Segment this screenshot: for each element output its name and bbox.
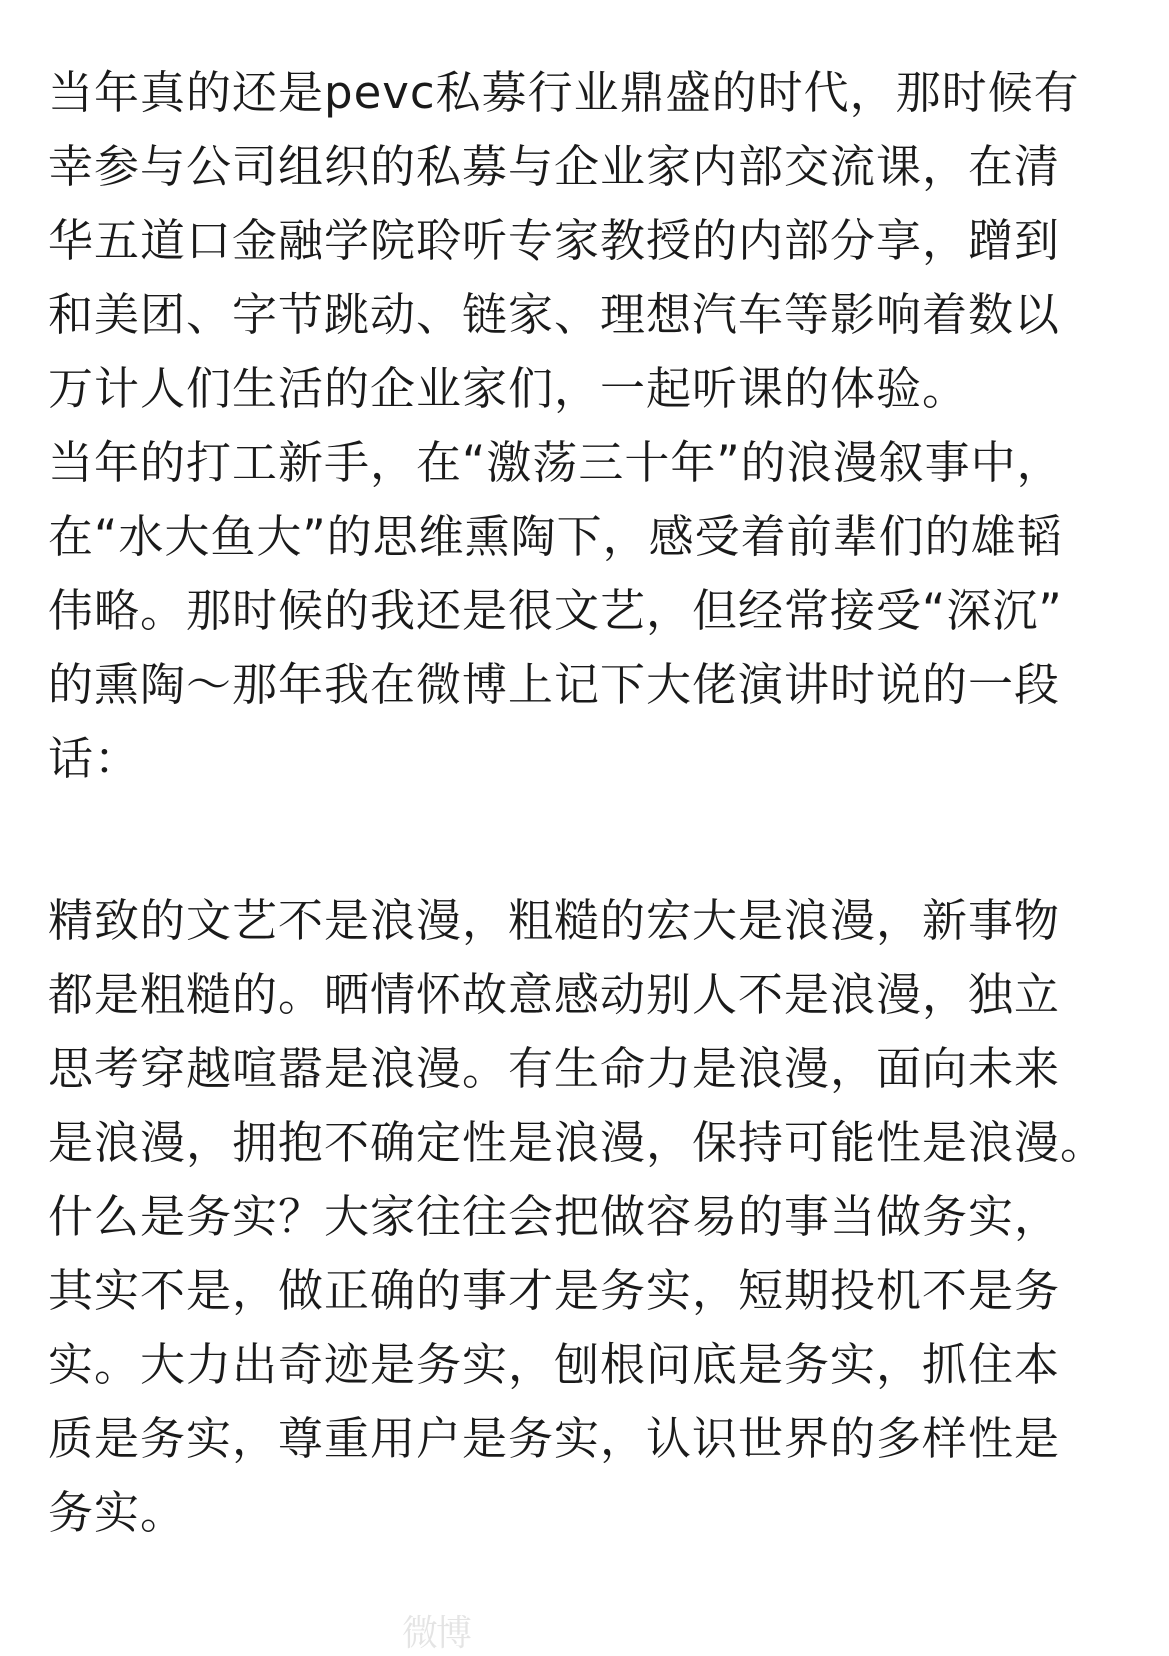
text-line: 在“水大鱼大”的思维熏陶下，感受着前辈们的雄韬	[48, 510, 1063, 563]
text-line: 都是粗糙的。晒情怀故意感动别人不是浪漫，独立	[48, 968, 1061, 1021]
text-line: 是浪漫，拥抱不确定性是浪漫，保持可能性是浪漫。	[48, 1116, 1107, 1169]
text-line: 其实不是，做正确的事才是务实，短期投机不是务	[48, 1264, 1061, 1317]
article-body	[48, 56, 1128, 1550]
text-line: 当年的打工新手，在“激荡三十年”的浪漫叙事中，	[48, 436, 1063, 489]
text-line: 实。大力出奇迹是务实，刨根问底是务实，抓住本	[48, 1338, 1061, 1391]
text-line: 和美团、字节跳动、链家、理想汽车等影响着数以	[48, 288, 1061, 341]
text-line: 幸参与公司组织的私募与企业家内部交流课，在清	[48, 140, 1061, 193]
text-line: 伟略。那时候的我还是很文艺，但经常接受“深沉”	[48, 584, 1063, 637]
paragraph-1	[48, 56, 1128, 426]
text-line: 质是务实，尊重用户是务实，认识世界的多样性是	[48, 1412, 1061, 1465]
text-line: 思考穿越喧嚣是浪漫。有生命力是浪漫，面向未来	[48, 1042, 1061, 1095]
text-line: 务实。	[48, 1486, 187, 1539]
text-line: 华五道口金融学院聆听专家教授的内部分享，蹭到	[48, 214, 1061, 267]
paragraph-spacer	[48, 796, 1128, 884]
watermark: 微博	[402, 1613, 471, 1654]
text-line: 话：	[48, 732, 141, 785]
text-line: 当年真的还是pevc私募行业鼎盛的时代，那时候有	[48, 66, 1080, 119]
text-line: 万计人们生活的企业家们，一起听课的体验。	[48, 362, 969, 415]
text-line: 精致的文艺不是浪漫，粗糙的宏大是浪漫，新事物	[48, 894, 1061, 947]
paragraph-2	[48, 426, 1128, 796]
text-line: 的熏陶～那年我在微博上记下大佬演讲时说的一段	[48, 658, 1061, 711]
paragraph-3-quote	[48, 884, 1128, 1550]
text-line: 什么是务实？大家往往会把做容易的事当做务实，	[48, 1190, 1061, 1243]
